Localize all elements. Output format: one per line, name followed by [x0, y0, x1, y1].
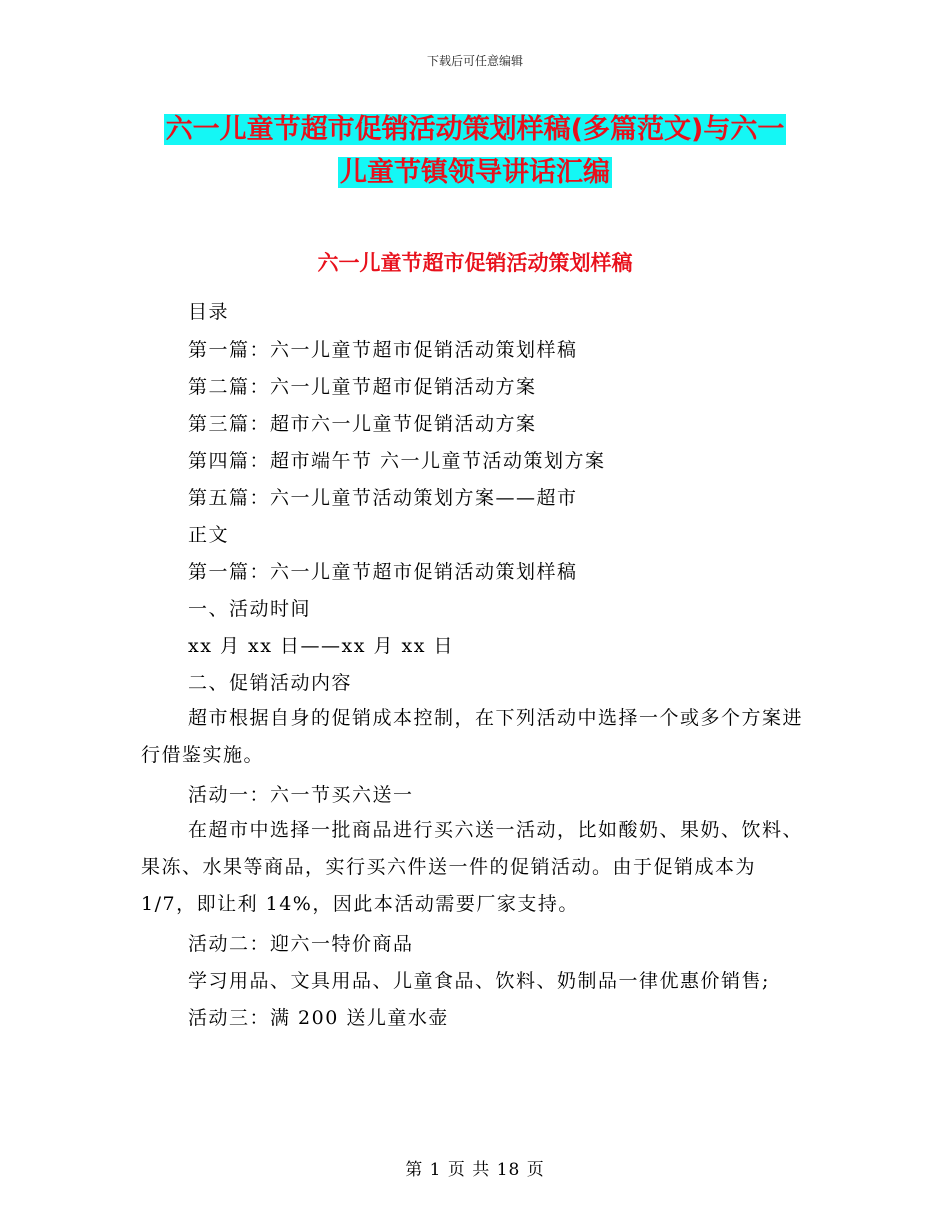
- activity-3-heading: 活动三：满 200 送儿童水壶: [188, 1007, 449, 1029]
- paragraph-intro: 超市根据自身的促销成本控制，在下列活动中选择一个或多个方案进行借鉴实施。: [141, 707, 804, 766]
- chapter-title: 第一篇：六一儿童节超市促销活动策划样稿: [188, 561, 578, 583]
- body-heading: 正文: [188, 524, 230, 546]
- section-heading-time: 一、活动时间: [188, 598, 312, 620]
- page-footer: 第 1 页 共 18 页: [405, 1160, 545, 1180]
- section-title: 六一儿童节超市促销活动策划样稿: [317, 251, 633, 275]
- activity-1-heading: 活动一：六一节买六送一: [188, 784, 414, 806]
- document-title-line-2: 儿童节镇领导讲话汇编: [340, 157, 610, 188]
- toc-heading: 目录: [188, 301, 230, 323]
- document-title-line-1: 六一儿童节超市促销活动策划样稿(多篇范文)与六一: [165, 114, 785, 145]
- toc-item-2: 第二篇：六一儿童节超市促销活动方案: [188, 376, 537, 398]
- paragraph-activity-1: 在超市中选择一批商品进行买六送一活动，比如酸奶、果奶、饮料、果冻、水果等商品，实行买六件送一件的促销活动。由于促销成本为 1/7，即让利 14%，因此本活动需要厂家支持。: [141, 819, 804, 915]
- activity-2-heading: 活动二：迎六一特价商品: [188, 933, 414, 955]
- toc-item-4: 第四篇：超市端午节 六一儿童节活动策划方案: [188, 450, 606, 472]
- section-heading-content: 二、促销活动内容: [188, 672, 353, 694]
- page-header: 下载后可任意编辑: [426, 54, 523, 68]
- activity-date: xx 月 xx 日——xx 月 xx 日: [188, 635, 454, 657]
- toc-item-1: 第一篇：六一儿童节超市促销活动策划样稿: [188, 339, 578, 361]
- toc-item-3: 第三篇：超市六一儿童节促销活动方案: [188, 413, 537, 435]
- toc-item-5: 第五篇：六一儿童节活动策划方案——超市: [188, 487, 578, 509]
- paragraph-activity-2: 学习用品、文具用品、儿童食品、饮料、奶制品一律优惠价销售;: [188, 970, 770, 992]
